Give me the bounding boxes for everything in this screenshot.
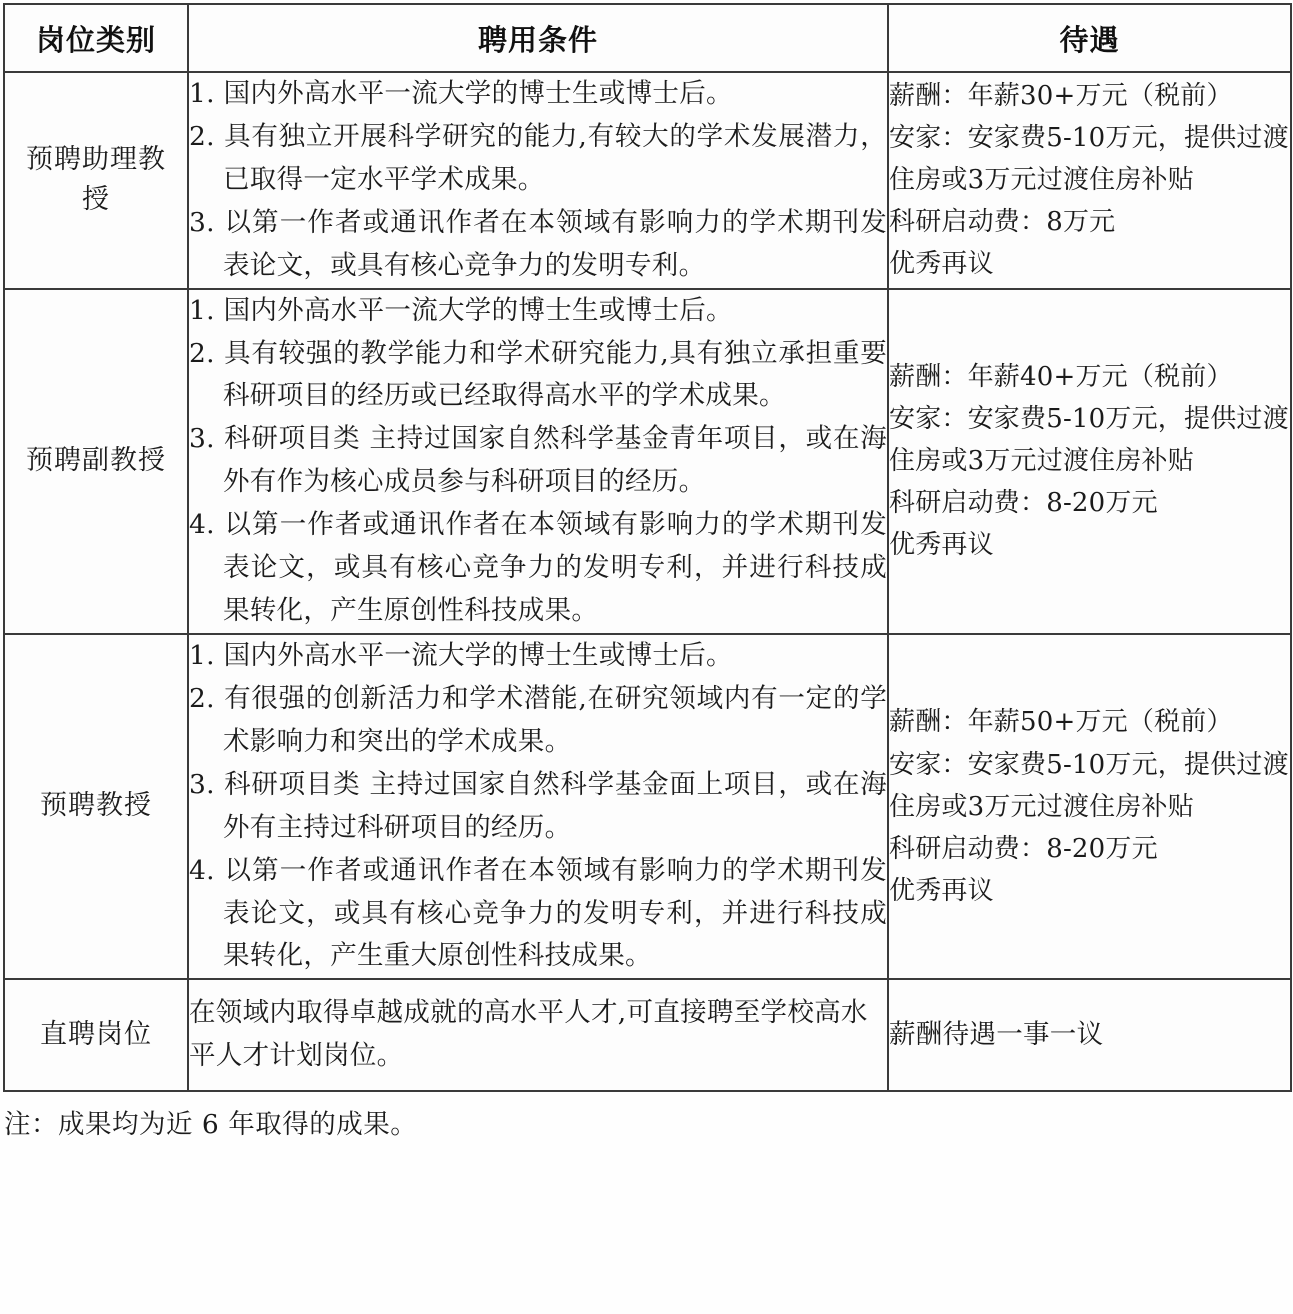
treatment-item: 优秀再议 <box>889 530 994 561</box>
treatment-list <box>889 701 1290 912</box>
treatment-list <box>889 75 1290 286</box>
condition-item: 1. 国内外高水平一流大学的博士生或博士后。 <box>189 639 733 671</box>
table-header <box>4 4 1291 72</box>
category-label: 预聘教授 <box>40 790 152 822</box>
conditions-list <box>189 635 887 978</box>
condition-item: 2. 具有较强的教学能力和学术研究能力,具有独立承担重要科研项目的经历或已经取得高水平的学术成果。 <box>189 337 887 412</box>
treatment-list <box>889 356 1290 567</box>
table-footnote: 注：成果均为近 6 年取得的成果。 <box>4 1109 418 1141</box>
header-conditions: 聘用条件 <box>188 4 888 72</box>
table-row <box>4 979 1291 1091</box>
cell-conditions <box>188 979 888 1091</box>
cell-category <box>4 72 188 289</box>
table-body <box>4 72 1291 1091</box>
treatment-item: 安家：安家费5-10万元，提供过渡住房或3万元过渡住房补贴 <box>889 404 1289 477</box>
cell-conditions <box>188 289 888 634</box>
treatment-item: 科研启动费：8-20万元 <box>889 833 1158 864</box>
header-treatment: 待遇 <box>888 4 1291 72</box>
table-row <box>4 72 1291 289</box>
cell-treatment <box>888 634 1291 979</box>
cell-conditions <box>188 72 888 289</box>
recruitment-table <box>3 3 1292 1092</box>
treatment-item: 优秀再议 <box>889 875 994 906</box>
cell-treatment <box>888 289 1291 634</box>
page-root <box>0 3 1293 1314</box>
condition-item: 2. 有很强的创新活力和学术潜能,在研究领域内有一定的学术影响力和突出的学术成果。 <box>189 682 887 757</box>
table-row <box>4 289 1291 634</box>
cell-category <box>4 289 188 634</box>
conditions-list <box>189 290 887 633</box>
condition-item: 2. 具有独立开展科学研究的能力,有较大的学术发展潜力，已取得一定水平学术成果。 <box>189 120 887 195</box>
category-label: 预聘助理教授 <box>26 143 166 216</box>
treatment-item: 安家：安家费5-10万元，提供过渡住房或3万元过渡住房补贴 <box>889 123 1289 196</box>
cell-treatment <box>888 72 1291 289</box>
treatment-item: 优秀再议 <box>889 249 994 280</box>
treatment-item: 薪酬：年薪50+万元（税前） <box>889 707 1233 738</box>
condition-item: 3. 科研项目类 主持过国家自然科学基金面上项目，或在海外有主持过科研项目的经历。 <box>189 768 887 843</box>
treatment-item: 薪酬：年薪30+万元（税前） <box>889 81 1233 112</box>
category-label: 预聘副教授 <box>26 445 166 477</box>
condition-text: 在领域内取得卓越成就的高水平人才,可直接聘至学校高水平人才计划岗位。 <box>189 997 868 1072</box>
condition-item: 4. 以第一作者或通讯作者在本领域有影响力的学术期刊发表论文，或具有核心竞争力的发明专利，并进行科技成果转化，产生原创性科技成果。 <box>189 509 887 627</box>
condition-item: 3. 以第一作者或通讯作者在本领域有影响力的学术期刊发表论文，或具有核心竞争力的发明专利。 <box>189 206 887 281</box>
header-row <box>4 4 1291 72</box>
cell-category <box>4 634 188 979</box>
cell-treatment <box>888 979 1291 1091</box>
treatment-text: 薪酬待遇一事一议 <box>889 1018 1104 1050</box>
treatment-item: 安家：安家费5-10万元，提供过渡住房或3万元过渡住房补贴 <box>889 749 1289 822</box>
cell-conditions <box>188 634 888 979</box>
condition-item: 1. 国内外高水平一流大学的博士生或博士后。 <box>189 78 733 109</box>
table-row <box>4 634 1291 979</box>
category-label: 直聘岗位 <box>40 1019 152 1051</box>
condition-item: 3. 科研项目类 主持过国家自然科学基金青年项目，或在海外有作为核心成员参与科研项目的经历。 <box>189 423 887 498</box>
conditions-list <box>189 73 887 288</box>
header-category: 岗位类别 <box>4 4 188 72</box>
condition-item: 4. 以第一作者或通讯作者在本领域有影响力的学术期刊发表论文，或具有核心竞争力的发明专利，并进行科技成果转化，产生重大原创性科技成果。 <box>189 854 887 972</box>
condition-item: 1. 国内外高水平一流大学的博士生或博士后。 <box>189 294 733 326</box>
cell-category <box>4 979 188 1091</box>
treatment-item: 科研启动费：8-20万元 <box>889 488 1158 519</box>
treatment-item: 科研启动费：8万元 <box>889 207 1116 238</box>
treatment-item: 薪酬：年薪40+万元（税前） <box>889 362 1233 393</box>
